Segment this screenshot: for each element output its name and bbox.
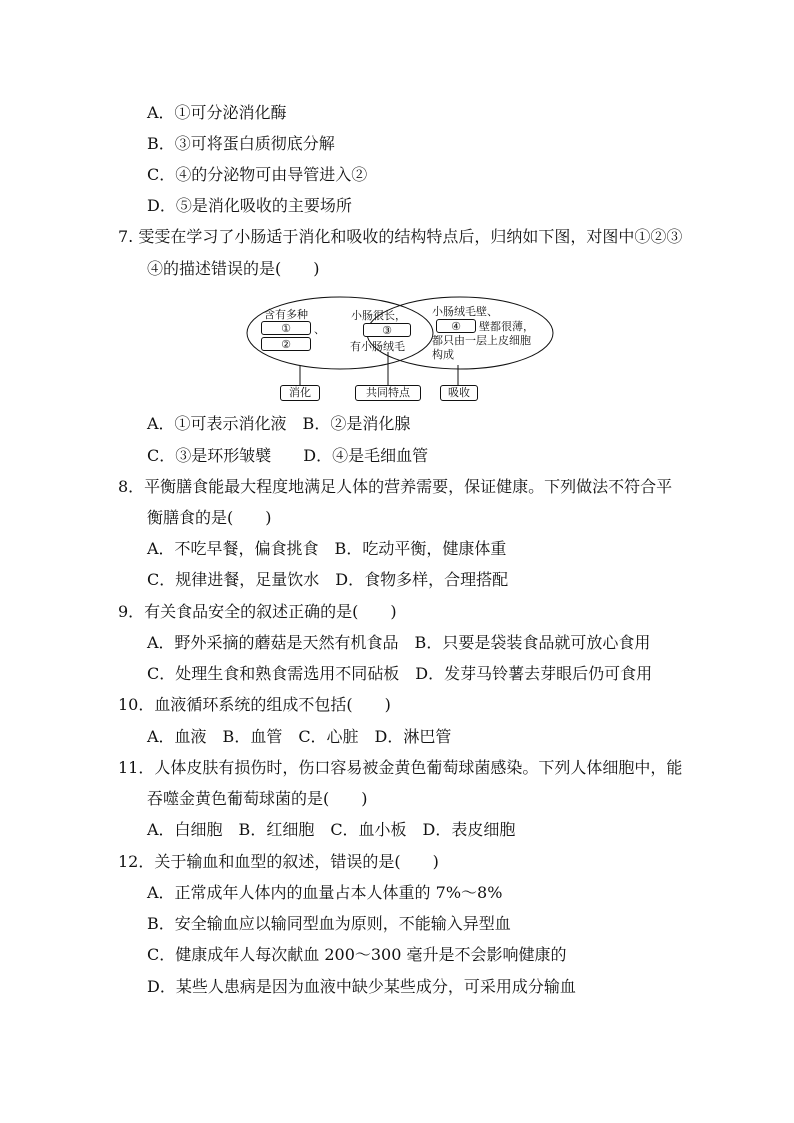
q8-options-row2: C．规律进餐，足量饮水 D．食物多样，合理搭配: [147, 570, 509, 589]
q12-option-c: C．健康成年人每次献血 200～300 毫升是不会影响健康的: [147, 945, 567, 964]
q10-options-row1: A．血液 B．血管 C．心脏 D．淋巴管: [147, 727, 452, 746]
right-line3: 构成: [432, 348, 454, 361]
separator-mark: 、: [314, 323, 325, 336]
label-absorption: 吸收: [440, 385, 478, 401]
q9-options-row2: C．处理生食和熟食需选用不同砧板 D．发芽马铃薯去芽眼后仍可食用: [147, 664, 653, 683]
box-3: ③: [363, 323, 411, 337]
q8-stem-line1: 8．平衡膳食能最大程度地满足人体的营养需要，保证健康。下列做法不符合平: [118, 477, 673, 496]
q6-option-d: D．⑤是消化吸收的主要场所: [147, 196, 352, 215]
q7-stem-line1: 7. 雯雯在学习了小肠适于消化和吸收的结构特点后，归纳如下图，对图中①②③: [118, 227, 683, 246]
q7-options-row2: C．③是环形皱襞 D．④是毛细血管: [147, 446, 429, 465]
left-title: 含有多种: [264, 308, 308, 321]
q8-stem-line2: 衡膳食的是( ): [147, 508, 272, 527]
label-digestion: 消化: [280, 385, 320, 401]
q6-option-c: C．④的分泌物可由导管进入②: [147, 165, 368, 184]
q12-stem: 12．关于输血和血型的叙述，错误的是( ): [118, 852, 439, 871]
q12-option-a: A．正常成年人体内的血量占本人体重的 7%～8%: [147, 883, 503, 902]
q9-stem: 9．有关食品安全的叙述正确的是( ): [118, 602, 397, 621]
q12-option-b: B．安全输血应以输同型血为原则，不能输入异型血: [147, 914, 511, 933]
box-1: ①: [261, 321, 311, 335]
q7-stem-line2: ④的描述错误的是( ): [147, 259, 320, 278]
q7-options-row1: A．①可表示消化液 B．②是消化腺: [147, 414, 411, 433]
q11-options-row1: A．白细胞 B．红细胞 C．血小板 D．表皮细胞: [147, 820, 516, 839]
q8-options-row1: A．不吃早餐，偏食挑食 B．吃动平衡，健康体重: [147, 539, 507, 558]
middle-bottom-text: 有小肠绒毛: [350, 340, 405, 353]
right-line2: 都只由一层上皮细胞: [432, 334, 531, 347]
box-2: ②: [261, 337, 311, 351]
box-4: ④: [436, 319, 476, 333]
q6-option-b: B．③可将蛋白质彻底分解: [147, 134, 335, 153]
q6-option-a: A．①可分泌消化酶: [147, 103, 287, 122]
q11-stem-line1: 11．人体皮肤有损伤时，伤口容易被金黄色葡萄球菌感染。下列人体细胞中，能: [118, 758, 683, 777]
q11-stem-line2: 吞噬金黄色葡萄球菌的是( ): [147, 789, 368, 808]
middle-title: 小肠很长，: [351, 309, 406, 322]
q10-stem: 10．血液循环系统的组成不包括( ): [118, 695, 391, 714]
venn-diagram: [245, 290, 555, 405]
right-line1b: 壁都很薄，: [479, 320, 534, 333]
label-common-features: 共同特点: [355, 385, 421, 401]
right-line1: 小肠绒毛壁、: [432, 305, 498, 318]
q12-option-d: D．某些人患病是因为血液中缺少某些成分，可采用成分输血: [147, 977, 576, 996]
q9-options-row1: A．野外采摘的蘑菇是天然有机食品 B．只要是袋装食品就可放心食用: [147, 633, 651, 652]
